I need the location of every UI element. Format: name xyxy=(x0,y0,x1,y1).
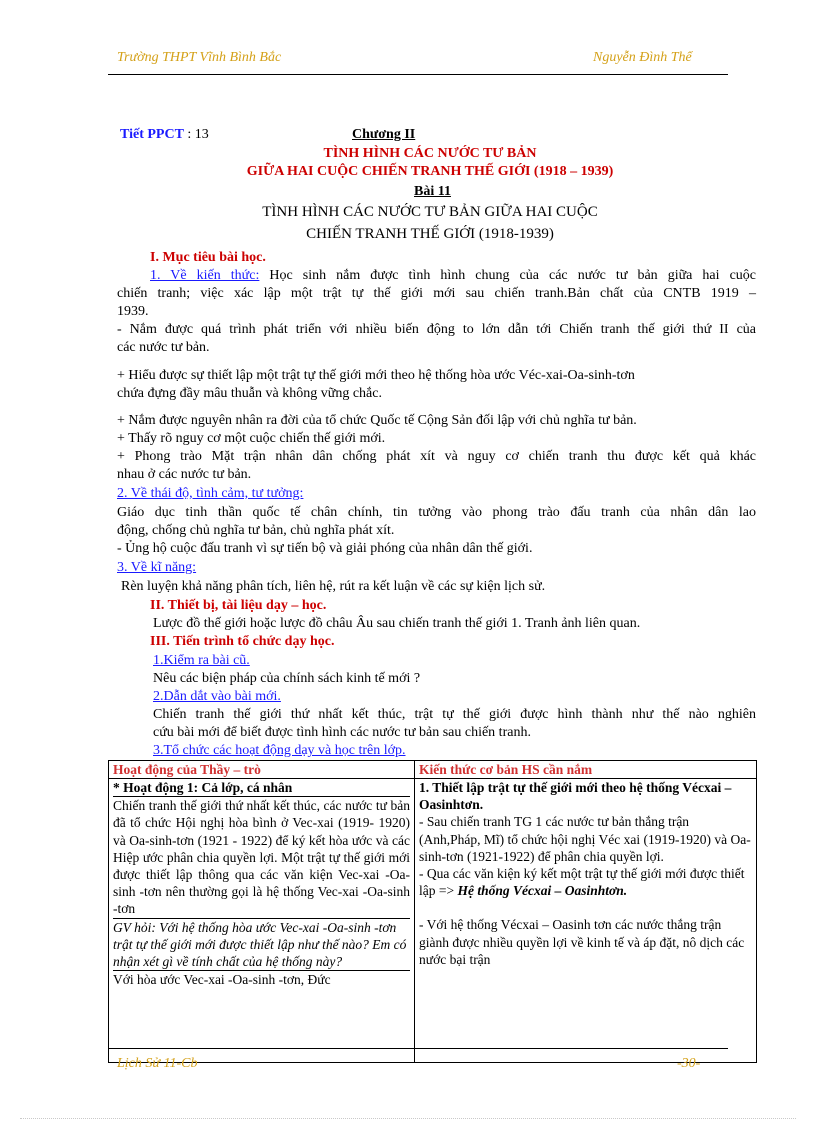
skill-line-1: Rèn luyện khả năng phân tích, liên hệ, rút ra kết luận về các sự kiện lịch sử. xyxy=(121,579,546,594)
knowledge-line-2: chiến tranh; việc xác lập một trật tự thế giới mới sau chiến tranh.Bản chất của CNTB 1919 – xyxy=(117,286,756,301)
period-line xyxy=(120,126,209,143)
teacher-activity-cell xyxy=(109,779,415,1063)
section2-heading: II. Thiết bị, tài liệu dạy – học. xyxy=(150,598,327,613)
knowledge-line-8: + Nắm được nguyên nhân ra đời của tổ chức Quốc tế Cộng Sản đối lập với chủ nghĩa tư bản. xyxy=(117,413,637,428)
right-heading: 1. Thiết lập trật tự thế giới mới theo hệ thống Vécxai – Oasinhtơn. xyxy=(419,780,732,813)
knowledge-label: 1. Về kiến thức: xyxy=(150,268,260,283)
right-emphasis: Hệ thống Vécxai – Oasinhtơn. xyxy=(457,883,628,899)
header-author: Nguyễn Đình Thể xyxy=(593,50,692,65)
organize-label: 3.Tổ chức các hoạt động dạy và học trên lớp. xyxy=(153,743,406,758)
page-bottom-dotted-rule xyxy=(20,1118,796,1119)
activity-label: * Hoạt động 1: Cả lớp, cá nhân xyxy=(113,779,410,797)
attitude-line-1: Giáo dục tinh thần quốc tế chân chính, tin tưởng vào phong trào đấu tranh của nhân dân lao xyxy=(117,505,756,520)
right-paragraph-2: - Qua các văn kiện ký kết một trật tự thế giới mới được thiết lập => Hệ thống Vécxai – Oasinhtơn. xyxy=(419,866,745,899)
intro-line-2: cứu bài mới để biết được tình hình các nước tư bản sau chiến tranh. xyxy=(153,725,531,740)
knowledge-line-7: chứa đựng đầy mâu thuẫn và không vững chắc. xyxy=(117,386,382,401)
skill-label: 3. Về kĩ năng: xyxy=(117,560,197,575)
knowledge-line-9: + Thấy rõ nguy cơ một cuộc chiến thế giới mới. xyxy=(117,431,386,446)
chapter-title-2: GIỮA HAI CUỘC CHIẾN TRANH THẾ GIỚI (1918 – 1939) xyxy=(246,164,614,179)
lesson-number: Bài 11 xyxy=(414,184,451,199)
attitude-line-3: - Ủng hộ cuộc đấu tranh vì sự tiến bộ và giải phóng của nhân dân thế giới. xyxy=(117,541,533,556)
table-row xyxy=(109,779,757,1063)
teacher-question: GV hỏi: Với hệ thống hòa ước Vec-xai -Oa-sinh -tơn trật tự thế giới mới được thiết lập như thế nào? Em có nhận xét gì về tính chất của hệ thống này? xyxy=(113,918,410,971)
header-school: Trường THPT Vĩnh Bình Bắc xyxy=(117,50,282,65)
footer-rule xyxy=(108,1048,728,1049)
footer-subject: Lịch Sử 11-Cb xyxy=(117,1056,198,1071)
key-knowledge-cell xyxy=(415,779,757,1063)
footer-page-number: -30- xyxy=(677,1056,701,1071)
right-paragraph-1: - Sau chiến tranh TG 1 các nước tư bản thắng trận (Anh,Pháp, Mĩ) tổ chức hội nghị Véc xai (1919-1920) và Oa-sinh-tơn (1921-1922) để phân chia quyền lợi. xyxy=(419,814,751,864)
left-text: Chiến tranh thế giới thứ nhất kết thúc, các nước tư bản đã tổ chức Hội nghị hòa bình ở Vec-xai (1919- 1920) và Oa-sinh-tơn (1921 - 1922) để ký kết hòa ước và các Hiệp ước phân chia quyền lợi. Một trật tự thế giới mới được thiết lập thông qua các văn kiện Vec-xai -Oa-sinh -tơn nên thường gọi là hệ thống Vec-xai -Oa-sinh -tơn xyxy=(113,798,410,917)
col-header-teacher-student: Hoạt động của Thầy – trò xyxy=(109,761,415,779)
section2-line-1: Lược đồ thế giới hoặc lược đồ châu Âu sau chiến tranh thế giới 1. Tranh ảnh liên quan. xyxy=(153,616,641,631)
left-tail: Với hòa ước Vec-xai -Oa-sinh -tơn, Đức xyxy=(113,970,410,988)
knowledge-line-1: 1. Về kiến thức: Học sinh nắm được tình hình chung của các nước tư bản giữa hai cuộc xyxy=(150,268,756,283)
knowledge-line-6: + Hiểu được sự thiết lập một trật tự thế giới mới theo hệ thống hòa ước Véc-xai-Oa-sinh-tơn xyxy=(117,368,635,383)
attitude-line-2: động, chống chủ nghĩa tư bản, chủ nghĩa phát xít. xyxy=(117,523,395,538)
table-header-row xyxy=(109,761,757,779)
spacer xyxy=(419,899,752,916)
knowledge-line-3: 1939. xyxy=(117,304,149,319)
check-question: Nêu các biện pháp của chính sách kinh tế mới ? xyxy=(153,671,421,686)
chapter-label: Chương II xyxy=(352,127,416,142)
knowledge-line-5: các nước tư bản. xyxy=(117,340,210,355)
knowledge-line-11: nhau ở các nước tư bản. xyxy=(117,467,252,482)
chapter-title-1: TÌNH HÌNH CÁC NƯỚC TƯ BẢN xyxy=(323,146,537,161)
intro-label: 2.Dẫn dắt vào bài mới. xyxy=(153,689,281,704)
header-rule xyxy=(108,74,728,75)
lesson-title-2: CHIẾN TRANH THẾ GIỚI (1918-1939) xyxy=(306,226,554,242)
knowledge-line-10: + Phong trào Mặt trận nhân dân chống phát xít và nguy cơ chiến tranh thu được kết quả khác xyxy=(117,449,756,464)
period-value: : 13 xyxy=(187,127,209,142)
activity-table xyxy=(108,760,757,1063)
lesson-title-1: TÌNH HÌNH CÁC NƯỚC TƯ BẢN GIỮA HAI CUỘC xyxy=(262,204,598,220)
period-label: Tiết PPCT xyxy=(120,127,184,142)
check-label: 1.Kiểm ra bài cũ. xyxy=(153,653,250,668)
knowledge-line-4: - Nắm được quá trình phát triển với nhiều biến động to lớn dẫn tới Chiến tranh thế giới thứ II của xyxy=(117,322,756,337)
col-header-key-knowledge: Kiến thức cơ bản HS cần nắm xyxy=(415,761,757,779)
right-paragraph-3: - Với hệ thống Vécxai – Oasinh tơn các nước thắng trận giành được nhiều quyền lợi về kinh tế và áp đặt, nô dịch các nước bại trận xyxy=(419,917,745,967)
section3-heading: III. Tiến trình tổ chức dạy học. xyxy=(150,634,335,649)
attitude-label: 2. Về thái độ, tình cảm, tư tưởng: xyxy=(117,486,304,501)
section1-heading: I. Mục tiêu bài học. xyxy=(150,250,266,265)
intro-line-1: Chiến tranh thế giới thứ nhất kết thúc, trật tự thế giới được hình thành như thế nào nghiên xyxy=(153,707,756,722)
